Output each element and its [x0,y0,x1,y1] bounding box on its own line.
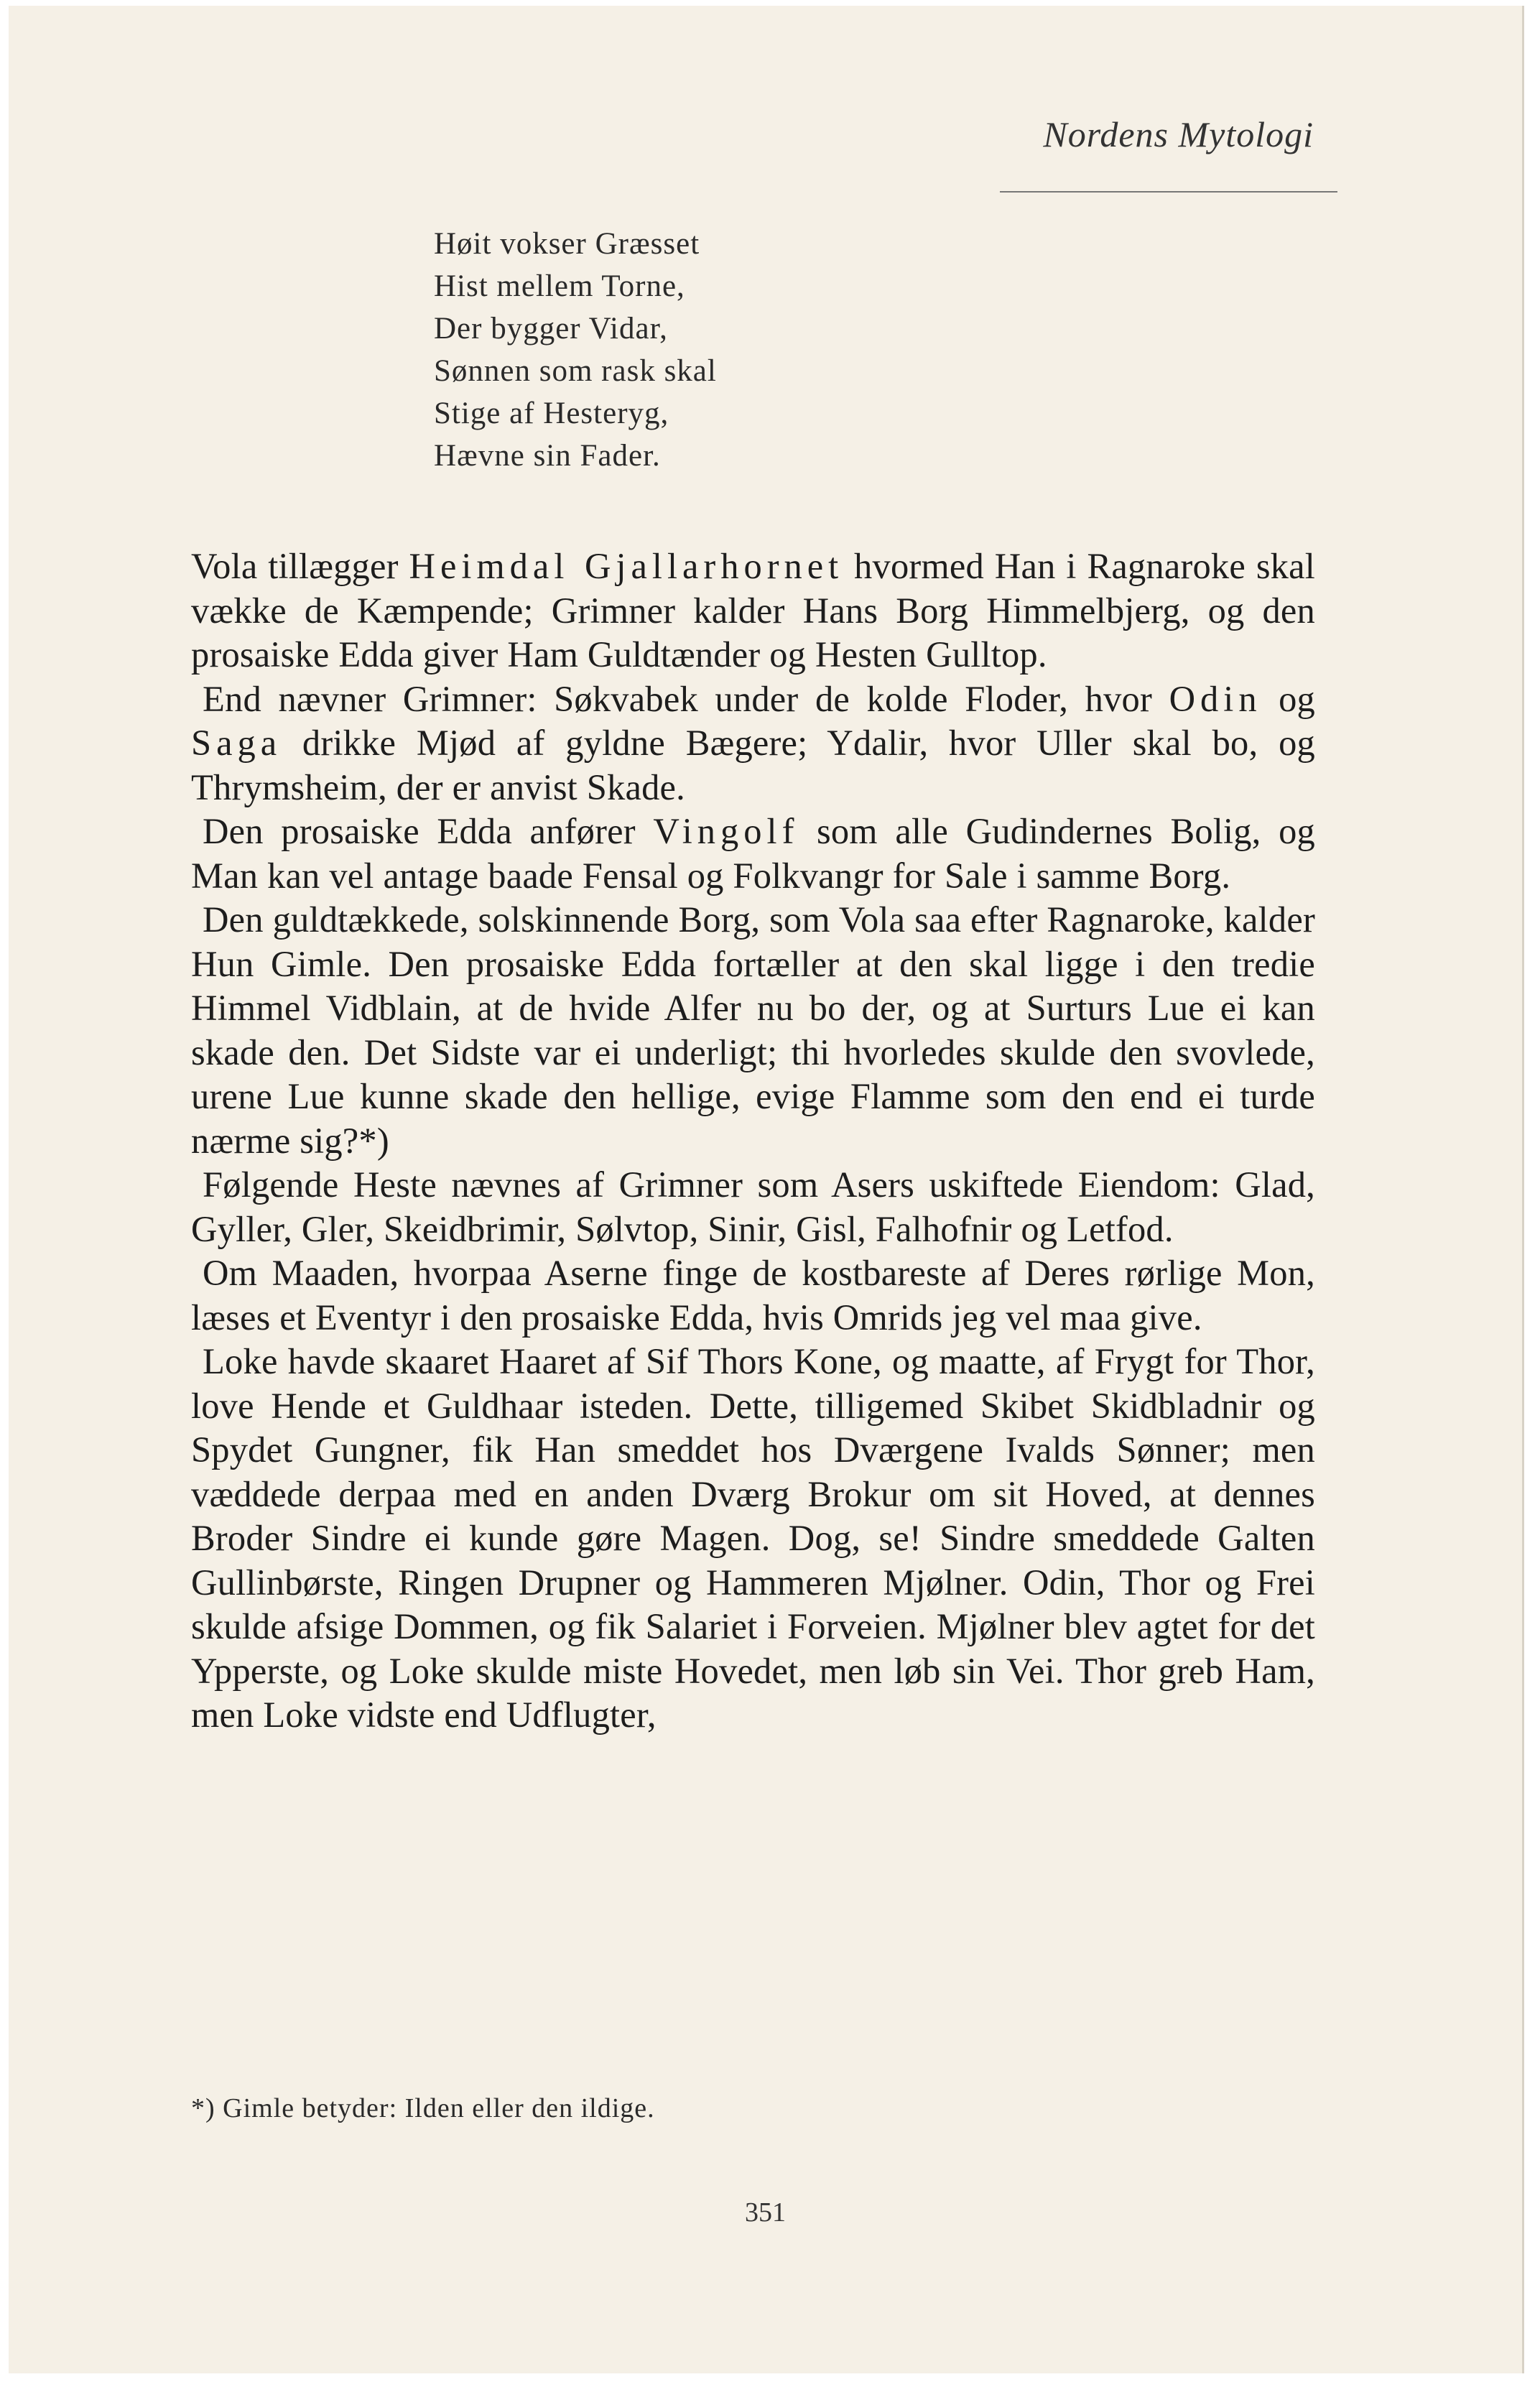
paragraph: Den guldtækkede, solskinnende Borg, som Vola saa efter Ragnaroke, kalder Hun Gimle. Den prosaiske Edda fortæller at den skal ligge i den tredie Himmel Vidblain, at de hvide Alfer nu bo der, og at Surturs Lue ei kan skade den. Det Sidste var ei underligt; thi hvorledes skulde den svovlede, urene Lue kunne skade den hellige, evige Flamme som den end ei turde nærme sig?*) [191,899,1315,1161]
spaced-term: Saga [191,723,282,763]
page-number: 351 [745,2197,786,2228]
text-run: og [1261,678,1315,719]
header-rule [1000,191,1337,193]
poem-line: Sønnen som rask skal [434,354,717,388]
poem-line: Høit vokser Græsset [434,227,700,261]
poem-line: Hævne sin Fader. [434,439,661,473]
text-run: som alle Gudindernes Bolig, og Man kan vel antage baade Fensal og Folkvangr for Sale i samme Borg. [191,811,1315,896]
poem-stanza [434,223,717,477]
footnote: *) Gimle betyder: Ilden eller den ildige. [191,2093,655,2123]
paragraph [191,544,1315,677]
text-run: Den prosaiske Edda anfører [203,811,654,851]
paragraph [191,677,1315,810]
text-run: drikke Mjød af gyldne Bægere; Ydalir, hvor Uller skal bo, og Thrymsheim, der er anvist Skade. [191,723,1315,807]
spaced-term: Odin [1169,678,1262,719]
spaced-term: Vingolf [653,811,799,851]
paragraph: Følgende Heste nævnes af Grimner som Asers uskiftede Eiendom: Glad, Gyller, Gler, Skeidbrimir, Sølvtop, Sinir, Gisl, Falhofnir og Letfod. [191,1164,1315,1249]
paragraph [191,810,1315,898]
paragraph: Om Maaden, hvorpaa Aserne finge de kostbareste af Deres rørlige Mon, læses et Eventyr i den prosaiske Edda, hvis Omrids jeg vel maa give. [191,1253,1315,1338]
spaced-term: Heimdal Gjallarhornet [409,546,844,586]
poem-line: Hist mellem Torne, [434,269,685,303]
text-run: End nævner Grimner: Søkvabek under de kolde Floder, hvor [203,678,1169,719]
body-text [191,544,1315,1738]
poem-line: Stige af Hesteryg, [434,397,669,430]
poem-line: Der bygger Vidar, [434,312,668,346]
running-head: Nordens Mytologi [1043,114,1314,154]
paragraph: Loke havde skaaret Haaret af Sif Thors Kone, og maatte, af Frygt for Thor, love Hende et Guldhaar isteden. Dette, tilligemed Skibet Skidbladnir og Spydet Gungner, fik Han smeddet hos Dværgene Ivalds Sønner; men væddede derpaa med en anden Dværg Brokur om sit Hoved, at dennes Broder Sindre ei kunde gøre Magen. Dog, se! Sindre smeddede Galten Gullinbørste, Ringen Drupner og Hammeren Mjølner. Odin, Thor og Frei skulde afsige Dommen, og fik Salariet i Forveien. Mjølner blev agtet for det Ypperste, og Loke skulde miste Hovedet, men løb sin Vei. Thor greb Ham, men Loke vidste end Udflugter, [191,1341,1315,1735]
text-run: Vola tillægger [191,546,409,586]
text-run: hvormed Han i Ragnaroke skal vække de Kæmpende; Grimner kalder Hans Borg Himmelbjerg, og den prosaiske Edda giver Ham Guldtænder og Hesten Gulltop. [191,546,1315,675]
book-page [9,6,1524,2373]
